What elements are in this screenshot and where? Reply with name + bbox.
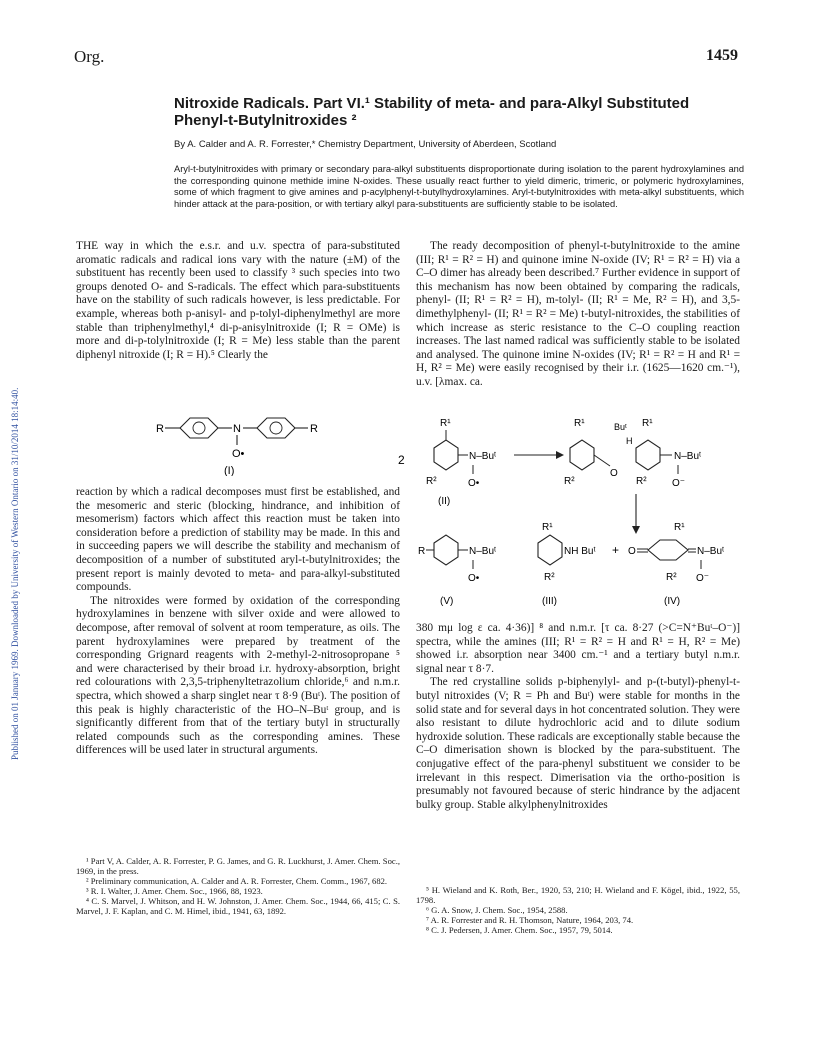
download-watermark-text: Published on 01 January 1969. Downloaded by University of Western Ontario on 31/10/2014 18:14:40. — [10, 387, 20, 760]
dimer-O: O — [610, 468, 618, 479]
V-ring — [434, 535, 458, 565]
III-R2: R² — [544, 572, 555, 583]
footnote-3: ³ R. I. Walter, J. Amer. Chem. Soc., 1966, 88, 1923. — [86, 886, 263, 897]
IV-label: (IV) — [664, 596, 681, 607]
II-R2: R² — [426, 476, 437, 487]
V-O-radical: O• — [468, 573, 480, 584]
stable-radicals-paragraph: The red crystalline solids p-biphenylyl- and p-(t-butyl)-phenyl-t-butyl nitroxides (V; R = Ph and Buᵗ) were stable for months in the solid state and for several days in hot concentrated solution. They were also resistant to dilute hydrochloric acid and to dilute sodium hydroxide solution. These radicals are exceptionally stable because the C–O dimerisation shown is blocked by the para-substituent. The conjugative effect of the para-phenyl substituent we consider to be irrelevant in this respect. Dimerisation via the ortho-position is presumably not favoured because of steric hindrance by the adjacent bulky group. Stable alkylphenylnitroxides — [416, 676, 740, 811]
spectra-paragraph: 380 mμ log ε ca. 4·36)] ⁸ and n.m.r. [τ ca. 8·27 (>C=N⁺Buᵗ–O⁻)] spectra, while the amines (III; R¹ = R² = H and R¹ = H, R² = Me) showed i.r. absorption near 3400 cm.⁻¹ and a tertiary butyl n.m.r. signal near τ 8·7. — [416, 622, 740, 675]
mechanism-paragraph: The ready decomposition of phenyl-t-butylnitroxide to the amine (III; R¹ = R² = H) and quinone imine N-oxide (IV; R¹ = R² = H) via a C–O dimer has already been described.⁷ Further evidence in support of this mechanism has now been obtained by comparing the radicals, phenyl- (II; R¹ = R² = H), m-tolyl- (II; R¹ = Me, R² = H), and 3,5-dimethylphenyl- (II; R¹ = R² = Me) t-butyl-nitroxides, the stabilities of which increase as steric resistance to the C–O coupling reaction increases. The last named radical was sufficiently stable to be isolated and analysed. The quinone imine N-oxides (IV; R¹ = R² = H and R¹ = H, R² = Me) were easily recognised by their i.r. (1625—1620 cm.⁻¹), u.v. [λmax. ca. — [416, 240, 740, 388]
III-R1: R¹ — [542, 522, 553, 533]
IV-ring — [648, 540, 688, 560]
dimer2-R1: R¹ — [642, 418, 653, 429]
II-R1: R¹ — [440, 418, 451, 429]
scheme-number: 2 — [398, 453, 405, 467]
V-label: (V) — [440, 596, 454, 607]
dimer-H: H — [626, 436, 633, 446]
II-label: (II) — [438, 496, 451, 507]
III-ring — [538, 535, 562, 565]
dimer2-R2: R² — [636, 476, 647, 487]
structure-I-R-right: R — [310, 423, 318, 435]
footnote-2: ² Preliminary communication, A. Calder and A. R. Forrester, Chem. Comm., 1967, 682. — [86, 876, 388, 887]
structure-I-R-left: R — [156, 423, 164, 435]
structure-I-diagram — [150, 388, 330, 476]
footnote-7: ⁷ A. R. Forrester and R. H. Thomson, Nature, 1964, 203, 74. — [426, 915, 634, 926]
article-title: Nitroxide Radicals. Part VI.¹ Stability of meta- and para-Alkyl Substituted Phenyl-t-Butylnitroxides ² — [174, 95, 690, 129]
reaction-scheme-2 — [396, 414, 746, 614]
dimer-R1: R¹ — [574, 418, 585, 429]
right-column-para-2 — [416, 622, 740, 812]
footnote-5: ⁵ H. Wieland and K. Roth, Ber., 1920, 53, 210; H. Wieland and F. Kögel, ibid., 1922, 55, 1798. — [416, 885, 740, 906]
left-column-para-1 — [76, 240, 400, 362]
right-column-para-1 — [416, 240, 740, 390]
plus-sign: + — [612, 543, 620, 557]
download-watermark — [2, 180, 18, 760]
dimer2-O-minus: O⁻ — [672, 478, 686, 489]
stability-paragraph: reaction by which a radical decomposes must first be established, and the mesomeric and steric (blocking, hindrance, and inhibition of mesomerism) factors which affect this reaction must be taken into consideration before a prediction of stability may be made. In this and in succeeding papers we will describe the stability and mechanism of decomposition of a number of substituted aryl-t-butylnitroxides; the present report is mainly devoted to meta- and para-alkyl-substituted compounds. — [76, 486, 400, 594]
benzene-ring-left — [180, 418, 218, 438]
structure-I-O-radical: O• — [232, 448, 245, 460]
IV-O-minus: O⁻ — [696, 573, 710, 584]
structure-I-label: (I) — [224, 465, 235, 476]
benzene-ring-right — [257, 418, 295, 438]
left-column-para-2 — [76, 486, 400, 758]
V-R: R — [418, 546, 426, 557]
intro-paragraph: THE way in which the e.s.r. and u.v. spectra of para-substituted aromatic radicals and radical ions vary with the nature (±M) of the substituent has recently been used to classify ³ such species into two groups denoted O- and S-radicals. The effect which para-substituents have on the stability of such radicals however, is less predictable. For example, whereas both p-anisyl- and p-tolyl-diphenylmethyl are more stable than triphenylmethyl,⁴ di-p-anisylnitroxide (I; R = OMe) is more and di-p-tolylnitroxide (I; R = Me) less stable than the parent diphenyl nitroxide (I; R = H).⁵ Clearly the — [76, 240, 400, 361]
dimer-R2: R² — [564, 476, 575, 487]
dimer2-NBut: N–Buᵗ — [674, 451, 702, 462]
footnote-8: ⁸ C. J. Pedersen, J. Amer. Chem. Soc., 1957, 79, 5014. — [426, 925, 613, 936]
dimer-But: Buᵗ — [614, 422, 627, 432]
structure-I-N: N — [233, 423, 241, 435]
II-NBut: N–Buᵗ — [469, 451, 497, 462]
II-ring — [434, 440, 458, 470]
footnote-6: ⁶ G. A. Snow, J. Chem. Soc., 1954, 2588. — [426, 905, 568, 916]
article-authors: By A. Calder and A. R. Forrester,* Chemistry Department, University of Aberdeen, Scotland — [174, 139, 557, 150]
IV-O: O — [628, 546, 636, 557]
II-O-radical: O• — [468, 478, 480, 489]
III-label: (III) — [542, 596, 557, 607]
article-abstract: Aryl-t-butylnitroxides with primary or secondary para-alkyl substituents disproportionate during isolation to the parent hydroxylamines and the corresponding quinone methide imine N-oxides. These usually react further to yield dimeric, trimeric, or polymeric hydroxylamines, some of which fragment to give amines and p-acylphenyl-t-butylhydroxylamines. Aryl-t-butylnitroxides with meta-alkyl substituents, which hinder attack at the para-position, or with tertiary alkyl para-substituents are sufficiently stable to be isolated. — [174, 164, 744, 209]
IV-R1: R¹ — [674, 522, 685, 533]
III-NHBut: NH Buᵗ — [564, 546, 596, 557]
V-NBut: N–Buᵗ — [469, 546, 497, 557]
footnote-1: ¹ Part V, A. Calder, A. R. Forrester, P. G. James, and G. R. Luckhurst, J. Amer. Chem. Soc., 1969, in the press. — [76, 856, 400, 877]
IV-R2: R² — [666, 572, 677, 583]
footnote-4: ⁴ C. S. Marvel, J. Whitson, and H. W. Johnston, J. Amer. Chem. Soc., 1944, 66, 415; C. S. Marvel, J. F. Kaplan, and C. M. Himel, ibid., 1941, 63, 1892. — [76, 896, 400, 917]
methods-paragraph: The nitroxides were formed by oxidation of the corresponding hydroxylamines in benzene with silver oxide and were allowed to decompose, after removal of solvent at room temperature, as oils. The parent hydroxylamines were prepared by treatment of the corresponding Grignard reagents with 2-methyl-2-nitrosopropane ⁵ and were characterised by their broad i.r. hydroxy-absorption, bright red colourations with 2,3,5-triphenyltetrazolium chloride,⁶ and n.m.r. spectra, which showed a sharp singlet near τ 8·9 (Buᵗ). The position of this peak is highly characteristic of the HO–N–Buᵗ group, and is significantly different from that of the tertiary butyl in structurally related compounds such as the corresponding amines. These differences will be used later in structural arguments. — [76, 594, 400, 757]
IV-NBut: N–Buᵗ — [697, 546, 725, 557]
left-footnotes — [76, 856, 400, 917]
page-number: 1459 — [706, 47, 738, 64]
right-footnotes — [416, 885, 740, 935]
journal-section-header: Org. — [74, 47, 105, 66]
